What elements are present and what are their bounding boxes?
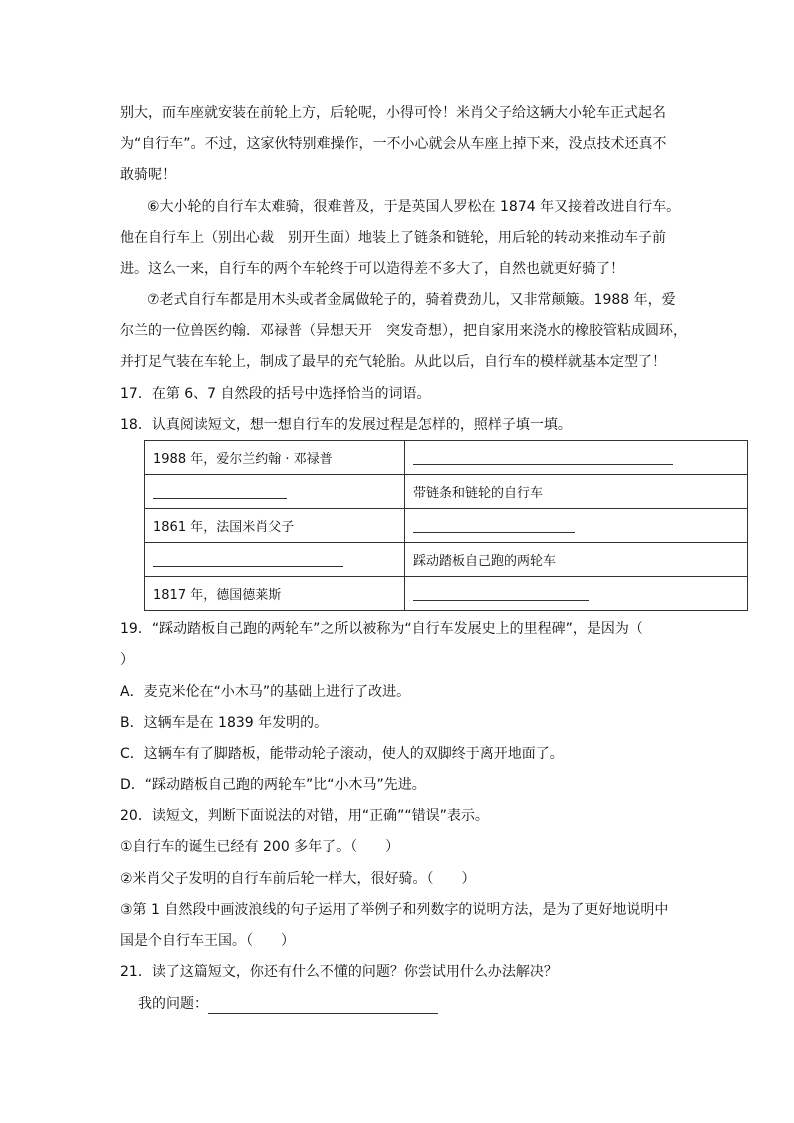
option-b[interactable]: B．这辆车是在 1839 年发明的。 bbox=[120, 715, 329, 731]
passage-line: ⑦老式自行车都是用木头或者金属做轮子的，骑着费劲儿，又非常颠簸。1988 年，爱 bbox=[147, 292, 676, 308]
option-a[interactable]: A．麦克米伦在“小木马”的基础上进行了改进。 bbox=[120, 684, 411, 700]
table-row bbox=[145, 543, 748, 577]
answer-blank-cell[interactable] bbox=[405, 441, 748, 475]
table-row bbox=[145, 475, 748, 509]
my-question-row bbox=[138, 994, 438, 1014]
option-c[interactable]: C．这辆车有了脚踏板，能带动轮子滚动，使人的双脚终于离开地面了。 bbox=[120, 746, 564, 762]
answer-blank[interactable] bbox=[153, 484, 287, 499]
judgment-item: ③第 1 自然段中画波浪线的句子运用了举例子和列数字的说明方法，是为了更好地说明中 bbox=[120, 902, 669, 918]
table-row bbox=[145, 509, 748, 543]
passage-line: 别大，而车座就安装在前轮上方，后轮呢，小得可怜！米肖父子给这辆大小轮车正式起名 bbox=[120, 105, 666, 121]
question-20-prompt: 20．读短文，判断下面说法的对错，用“正确”“错误”表示。 bbox=[120, 808, 489, 824]
judgment-item: ②米肖父子发明的自行车前后轮一样大，很好骑。（ ） bbox=[120, 871, 476, 887]
answer-blank[interactable] bbox=[413, 518, 575, 533]
table-row bbox=[145, 577, 748, 611]
table-cell: 带链条和链轮的自行车 bbox=[405, 475, 748, 509]
answer-blank-cell[interactable] bbox=[405, 509, 748, 543]
judgment-item: ①自行车的诞生已经有 200 多年了。（ ） bbox=[120, 839, 400, 855]
passage-line: 他在自行车上（别出心裁 别开生面）地装上了链条和链轮，用后轮的转动来推动车子前 bbox=[120, 230, 666, 246]
question-19-prompt-cont: ） bbox=[120, 652, 134, 668]
passage-line: 并打足气装在车轮上，制成了最早的充气轮胎。从此以后，自行车的模样就基本定型了！ bbox=[120, 354, 666, 370]
question-17: 17．在第 6、7 自然段的括号中选择恰当的词语。 bbox=[120, 386, 431, 402]
answer-blank[interactable] bbox=[153, 552, 343, 567]
passage-line: 敢骑呢！ bbox=[120, 167, 176, 183]
passage-line: 为“自行车”。不过，这家伙特别难操作，一不小心就会从车座上掉下来，没点技术还真不 bbox=[120, 136, 667, 152]
question-21-prompt: 21．读了这篇短文，你还有什么不懂的问题？你尝试用什么办法解决？ bbox=[120, 964, 558, 980]
passage-line: 进。这么一来，自行车的两个车轮终于可以造得差不多大了，自然也就更好骑了！ bbox=[120, 261, 624, 277]
table-cell: 1817 年，德国德莱斯 bbox=[145, 577, 405, 611]
passage-line: ⑥大小轮的自行车太难骑，很难普及，于是英国人罗松在 1874 年又接着改进自行车。 bbox=[147, 199, 681, 215]
my-question-answer-line[interactable] bbox=[208, 999, 438, 1014]
table-cell: 1861 年，法国米肖父子 bbox=[145, 509, 405, 543]
question-18-prompt: 18．认真阅读短文，想一想自行车的发展过程是怎样的，照样子填一填。 bbox=[120, 417, 572, 433]
answer-blank-cell[interactable] bbox=[145, 475, 405, 509]
development-table bbox=[144, 440, 748, 611]
answer-blank[interactable] bbox=[413, 586, 589, 601]
answer-blank-cell[interactable] bbox=[405, 577, 748, 611]
table-cell: 踩动踏板自己跑的两轮车 bbox=[405, 543, 748, 577]
table-row bbox=[145, 441, 748, 475]
passage-line: 尔兰的一位兽医约翰．邓禄普（异想天开 突发奇想），把自家用来浇水的橡胶管粘成圆环， bbox=[120, 323, 687, 339]
table-cell: 1988 年，爱尔兰约翰 · 邓禄普 bbox=[145, 441, 405, 475]
my-question-label: 我的问题： bbox=[138, 996, 208, 1012]
option-d[interactable]: D．“踩动踏板自己跑的两轮车”比“小木马”先进。 bbox=[120, 777, 426, 793]
judgment-item-cont: 国是个自行车王国。（ ） bbox=[120, 933, 295, 949]
answer-blank-cell[interactable] bbox=[145, 543, 405, 577]
question-19-prompt: 19．“踩动踏板自己跑的两轮车”之所以被称为“自行车发展史上的里程碑”，是因为（ bbox=[120, 621, 643, 637]
answer-blank[interactable] bbox=[413, 450, 673, 465]
